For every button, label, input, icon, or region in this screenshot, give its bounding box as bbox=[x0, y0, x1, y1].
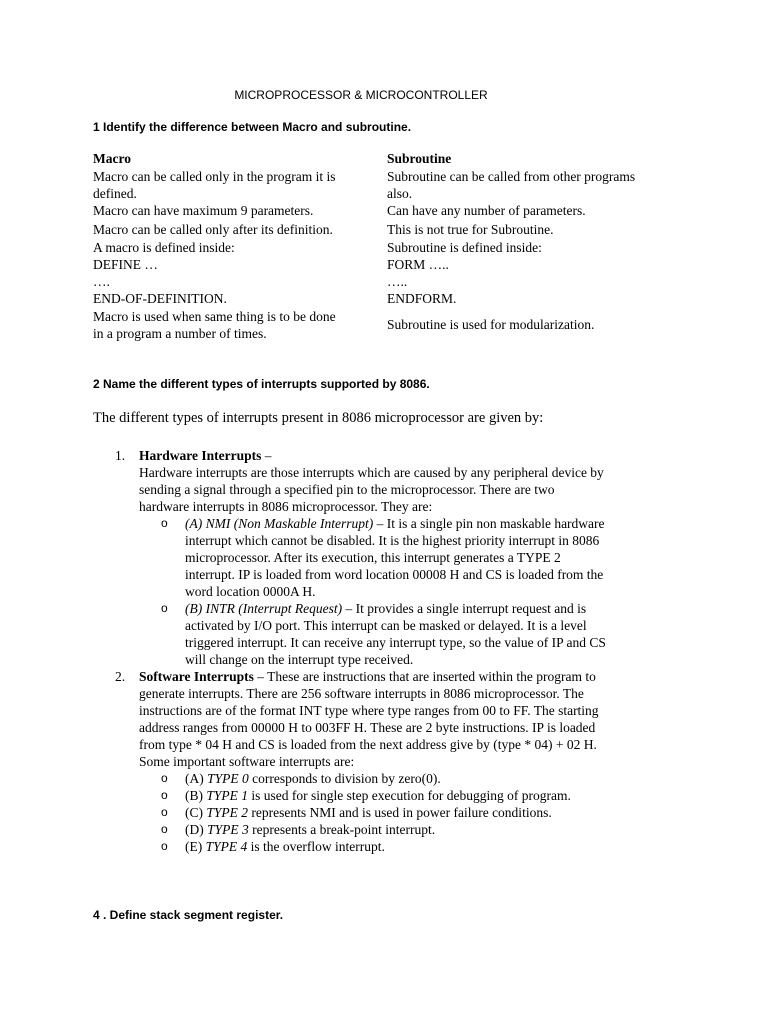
macro-cell: Macro can be called only after its definition. bbox=[93, 222, 333, 237]
sub-list-item bbox=[139, 821, 683, 838]
sub-text: corresponds to division by zero(0). bbox=[248, 771, 441, 786]
bullet-icon: o bbox=[161, 839, 168, 853]
paragraph-line: from type * 04 H and CS is loaded from the next address give by (type * 04) + 02 H. bbox=[139, 737, 597, 752]
cell-line: ENDFORM. bbox=[387, 291, 457, 306]
sub-prefix: (D) bbox=[185, 822, 208, 837]
interrupt-list bbox=[93, 447, 683, 855]
cell-line: DEFINE … bbox=[93, 257, 158, 272]
list-number: 1. bbox=[115, 448, 126, 463]
bullet-icon: o bbox=[161, 601, 168, 615]
intro-paragraph: The different types of interrupts present in 8086 microprocessor are given by: bbox=[93, 410, 544, 426]
italic-term: TYPE 1 bbox=[206, 788, 249, 803]
column-header-macro: Macro bbox=[93, 151, 131, 166]
sub-list-item bbox=[139, 515, 683, 600]
paragraph-line: sending a signal through a specified pin to the microprocessor. There are two bbox=[139, 482, 555, 497]
sub-text: is used for single step execution for debugging of program. bbox=[248, 788, 571, 803]
italic-term: TYPE 2 bbox=[206, 805, 249, 820]
list-item-body bbox=[139, 668, 683, 770]
italic-term: TYPE 0 bbox=[207, 771, 249, 786]
sub-line bbox=[185, 821, 683, 838]
question-2-heading: 2 Name the different types of interrupts supported by 8086. bbox=[93, 377, 430, 391]
italic-term: (B) INTR (Interrupt Request) bbox=[185, 601, 343, 616]
list-item-body bbox=[139, 447, 683, 515]
sub-text: is the overflow interrupt. bbox=[247, 839, 385, 854]
cell-line: …. bbox=[93, 274, 110, 289]
sub-text: – It is a single pin non maskable hardware bbox=[373, 516, 605, 531]
sub-list-item bbox=[139, 804, 683, 821]
list-number: 2. bbox=[115, 669, 126, 684]
sub-line bbox=[185, 600, 683, 617]
sub-line: word location 0000A H. bbox=[185, 584, 316, 599]
item-title-line bbox=[139, 447, 683, 464]
sub-list-item bbox=[139, 838, 683, 855]
cell-line: FORM ….. bbox=[387, 257, 449, 272]
cell-line: Subroutine is defined inside: bbox=[387, 240, 542, 255]
sub-text: represents NMI and is used in power failure conditions. bbox=[248, 805, 552, 820]
italic-term: TYPE 3 bbox=[207, 822, 249, 837]
bullet-icon: o bbox=[161, 516, 168, 530]
sub-prefix: (E) bbox=[185, 839, 206, 854]
cell-line: in a program a number of times. bbox=[93, 326, 267, 341]
sub-line bbox=[185, 838, 683, 855]
bullet-icon: o bbox=[161, 788, 168, 802]
sub-prefix: (B) bbox=[185, 788, 207, 803]
subroutine-cell: This is not true for Subroutine. bbox=[387, 222, 554, 237]
sub-list-item bbox=[139, 600, 683, 668]
sub-line: triggered interrupt. It can receive any interrupt type, so the value of IP and CS bbox=[185, 635, 606, 650]
sub-list-item bbox=[139, 770, 683, 787]
paragraph-line: hardware interrupts in 8086 microprocessor. They are: bbox=[139, 499, 433, 514]
cell-line: ….. bbox=[387, 274, 408, 289]
cell-line: A macro is defined inside: bbox=[93, 240, 235, 255]
macro-cell bbox=[93, 168, 381, 202]
bullet-icon: o bbox=[161, 771, 168, 785]
question-4-heading: 4 . Define stack segment register. bbox=[93, 908, 284, 922]
list-item bbox=[93, 668, 683, 855]
item-title-line bbox=[139, 668, 683, 685]
sub-line: will change on the interrupt type received. bbox=[185, 652, 414, 667]
subroutine-cell: Can have any number of parameters. bbox=[387, 203, 586, 218]
sub-line bbox=[185, 770, 683, 787]
sub-line: interrupt which cannot be disabled. It is the highest priority interrupt in 8086 bbox=[185, 533, 600, 548]
cell-line: Macro can be called only in the program it is bbox=[93, 169, 336, 184]
cell-line: defined. bbox=[93, 186, 137, 201]
question-1-heading: 1 Identify the difference between Macro and subroutine. bbox=[93, 120, 412, 134]
list-item bbox=[93, 447, 683, 668]
sub-line: microprocessor. After its execution, this interrupt generates a TYPE 2 bbox=[185, 550, 561, 565]
sub-line bbox=[185, 787, 683, 804]
column-header-subroutine: Subroutine bbox=[387, 151, 452, 166]
sub-prefix: (C) bbox=[185, 805, 207, 820]
italic-term: TYPE 4 bbox=[205, 839, 248, 854]
bullet-icon: o bbox=[161, 822, 168, 836]
item-title-suffix: – bbox=[261, 448, 272, 463]
cell-line: Subroutine can be called from other programs bbox=[387, 169, 636, 184]
macro-cell bbox=[93, 239, 381, 307]
item-title: Software Interrupts bbox=[139, 669, 254, 684]
item-title: Hardware Interrupts bbox=[139, 448, 262, 463]
sub-text: – It provides a single interrupt request and is bbox=[342, 601, 587, 616]
item-title-suffix: – These are instructions that are inserted within the program to bbox=[253, 669, 596, 684]
macro-cell: Macro can have maximum 9 parameters. bbox=[93, 203, 314, 218]
paragraph-line: instructions are of the format INT type where type ranges from 00 to FF. The starting bbox=[139, 703, 599, 718]
subroutine-cell bbox=[387, 239, 687, 307]
cell-line: Macro is used when same thing is to be done bbox=[93, 309, 336, 324]
subroutine-cell bbox=[387, 168, 687, 202]
cell-line: END-OF-DEFINITION. bbox=[93, 291, 227, 306]
page-title: MICROPROCESSOR & MICROCONTROLLER bbox=[234, 88, 488, 102]
cell-line: also. bbox=[387, 186, 413, 201]
sub-line bbox=[185, 515, 683, 532]
sub-line: interrupt. IP is loaded from word location 00008 H and CS is loaded from the bbox=[185, 567, 604, 582]
sub-line: activated by I/O port. This interrupt can be masked or delayed. It is a level bbox=[185, 618, 587, 633]
subroutine-cell: Subroutine is used for modularization. bbox=[387, 317, 595, 332]
sub-list-item bbox=[139, 787, 683, 804]
macro-cell bbox=[93, 308, 381, 342]
sub-line bbox=[185, 804, 683, 821]
paragraph-line: address ranges from 00000 H to 003FF H. These are 2 byte instructions. IP is loaded bbox=[139, 720, 596, 735]
paragraph-line: Hardware interrupts are those interrupts which are caused by any peripheral device by bbox=[139, 465, 604, 480]
sub-text: represents a break-point interrupt. bbox=[248, 822, 436, 837]
paragraph-line: generate interrupts. There are 256 software interrupts in 8086 microprocessor. The bbox=[139, 686, 584, 701]
italic-term: (A) NMI (Non Maskable Interrupt) bbox=[185, 516, 374, 531]
paragraph-line: Some important software interrupts are: bbox=[139, 754, 355, 769]
bullet-icon: o bbox=[161, 805, 168, 819]
sub-prefix: (A) bbox=[185, 771, 208, 786]
